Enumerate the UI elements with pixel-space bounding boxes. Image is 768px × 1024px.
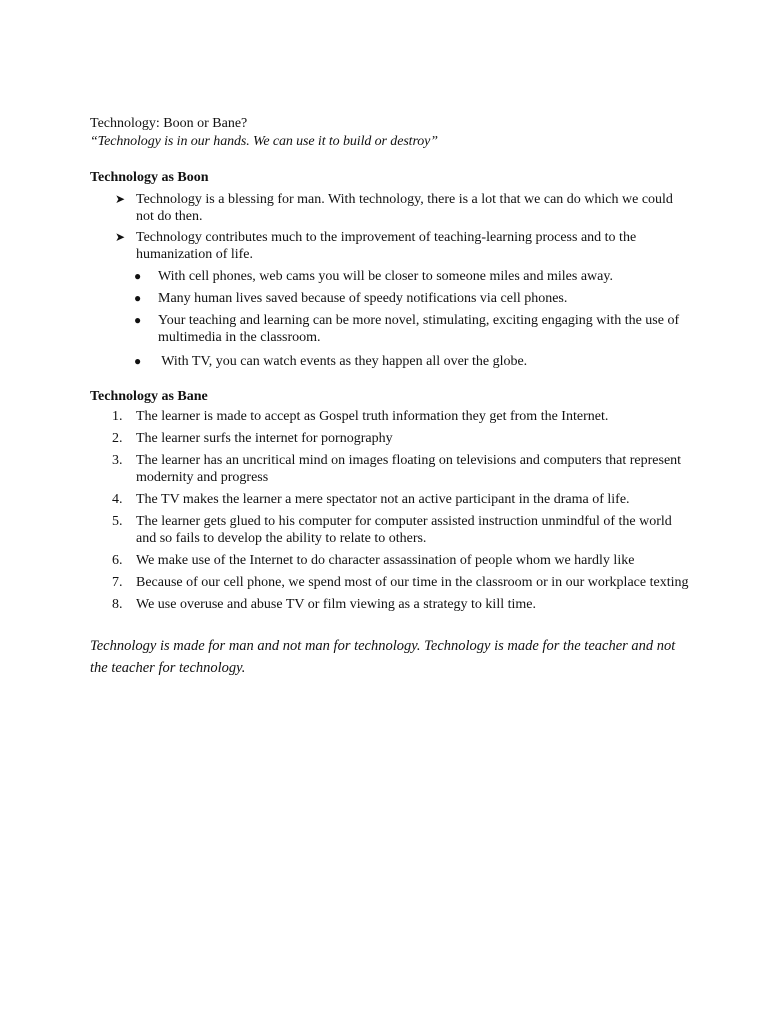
boon-subitem-text: Your teaching and learning can be more novel, stimulating, exciting engaging with the use of multimedia in the classroom. — [158, 313, 680, 345]
opening-quote: “Technology is in our hands. We can use it to build or destroy” — [90, 134, 438, 149]
bullet-dot-icon: ● — [134, 313, 142, 327]
bullet-dot-icon: ● — [134, 269, 142, 283]
bane-item-text: The learner gets glued to his computer for computer assisted instruction unmindful of the world and so fails to develop the ability to relate to others. — [136, 514, 672, 546]
bane-item — [90, 574, 690, 591]
boon-item — [90, 229, 690, 263]
bane-item — [90, 491, 690, 508]
boon-subitem — [90, 312, 690, 346]
boon-item — [90, 191, 690, 225]
bane-list — [90, 408, 690, 613]
bane-item-number: 6. — [112, 553, 123, 568]
boon-subitem — [90, 353, 690, 370]
bane-item-text: Because of our cell phone, we spend most of our time in the classroom or in our workplace texting — [136, 575, 689, 590]
bane-item-text: We make use of the Internet to do character assassination of people whom we hardly like — [136, 553, 635, 568]
document-title: Technology: Boon or Bane? — [90, 116, 248, 131]
bane-item — [90, 452, 690, 486]
bane-item-number: 2. — [112, 431, 123, 446]
bane-item-text: The learner has an uncritical mind on images floating on televisions and computers that represent modernity and progress — [136, 453, 682, 485]
boon-subitem — [90, 268, 690, 285]
bane-item-text: The learner is made to accept as Gospel truth information they get from the Internet. — [136, 409, 609, 424]
arrow-bullet-icon: ➤ — [115, 192, 126, 206]
bane-item — [90, 552, 690, 569]
bane-item-number: 3. — [112, 453, 123, 468]
bane-item-text: The learner surfs the internet for pornography — [136, 431, 393, 446]
bane-heading: Technology as Bane — [90, 389, 208, 404]
bane-item-number: 1. — [112, 409, 123, 424]
bane-item-number: 5. — [112, 514, 123, 529]
boon-subitem — [90, 290, 690, 307]
arrow-bullet-icon: ➤ — [115, 230, 126, 244]
bane-item — [90, 430, 690, 447]
document-page — [90, 114, 690, 679]
bane-item-number: 7. — [112, 575, 123, 590]
bane-item — [90, 513, 690, 547]
bullet-dot-icon: ● — [134, 291, 142, 305]
bane-item-number: 4. — [112, 492, 123, 507]
bane-item-text: The TV makes the learner a mere spectator not an active participant in the drama of life. — [136, 492, 630, 507]
boon-subitem-text: With cell phones, web cams you will be closer to someone miles and miles away. — [158, 269, 613, 284]
bane-item-number: 8. — [112, 597, 123, 612]
boon-item-text: Technology is a blessing for man. With technology, there is a lot that we can do which we could not do then. — [136, 192, 673, 224]
boon-subitem-text: With TV, you can watch events as they happen all over the globe. — [158, 354, 528, 369]
boon-heading: Technology as Boon — [90, 170, 209, 185]
bane-item — [90, 408, 690, 425]
bane-item-text: We use overuse and abuse TV or film viewing as a strategy to kill time. — [136, 597, 536, 612]
boon-sublist — [90, 268, 690, 370]
boon-item-text: Technology contributes much to the improvement of teaching-learning process and to the humanization of life. — [136, 230, 637, 262]
closing-statement: Technology is made for man and not man for technology. Technology is made for the teacher and not the teacher for technology. — [90, 638, 676, 676]
boon-subitem-text: Many human lives saved because of speedy notifications via cell phones. — [158, 291, 568, 306]
bullet-dot-icon: ● — [134, 354, 142, 368]
boon-list — [90, 191, 690, 263]
bane-item — [90, 596, 690, 613]
